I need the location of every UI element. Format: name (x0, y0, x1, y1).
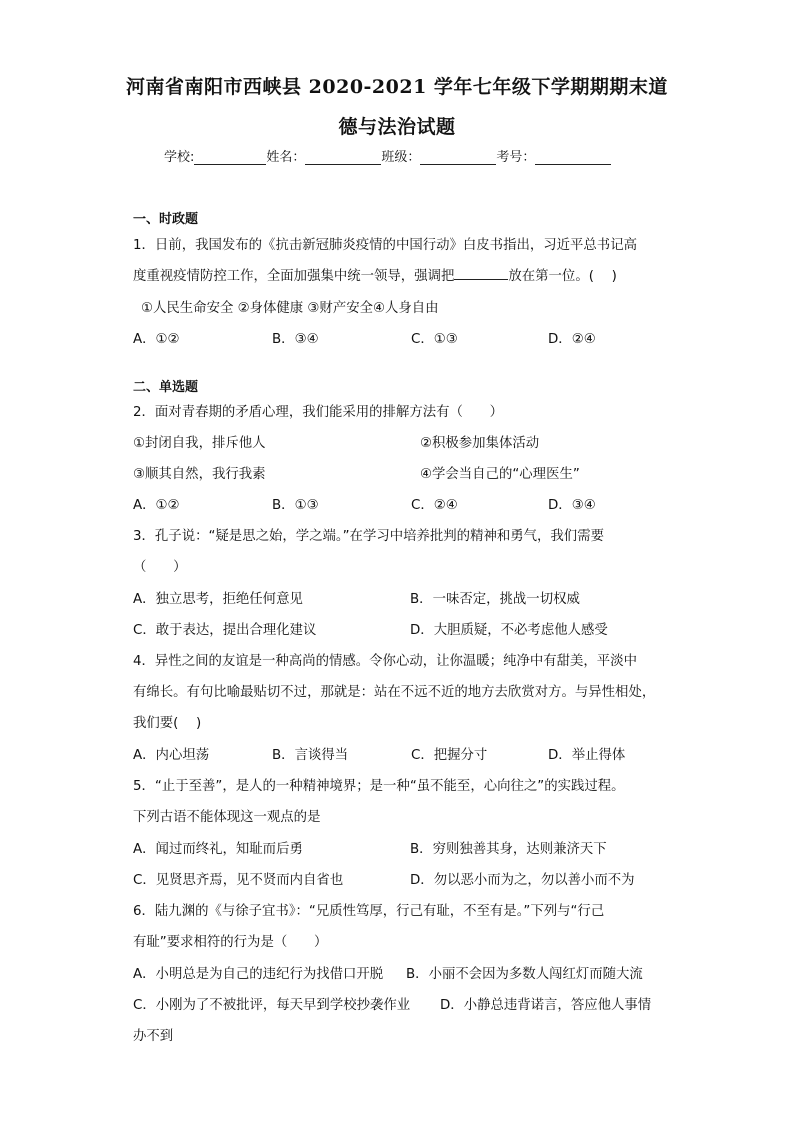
number-label: 考号： (496, 150, 536, 165)
q2-item1: ①封闭自我，排斥他人 (133, 436, 266, 451)
class-label: 班级： (381, 150, 421, 165)
exam-title-line1: 河南省南阳市西峡县 2020-2021 学年七年级下学期期期末道 (126, 76, 668, 98)
q4-option-b[interactable]: B．言谈得当 (272, 748, 349, 763)
q5-stem-line1: 5．“止于至善”，是人的一种精神境界；是一种“虽不能至，心向往之”的实践过程。 (133, 779, 625, 794)
q4-stem-line3: 我们要( ) (133, 716, 202, 731)
q4-option-c[interactable]: C．把握分寸 (411, 748, 488, 763)
q1-stem-line2-post: 放在第一位。( ) (508, 269, 617, 284)
student-info-row (164, 146, 611, 165)
q3-option-a[interactable]: A．独立思考，拒绝任何意见 (133, 592, 303, 607)
school-blank[interactable] (194, 150, 266, 165)
section-heading-current-affairs: 一、时政题 (133, 212, 199, 227)
class-blank[interactable] (420, 150, 496, 165)
q1-option-a[interactable]: A．①② (133, 332, 180, 347)
name-blank[interactable] (305, 150, 381, 165)
q2-item2: ②积极参加集体活动 (420, 436, 540, 451)
q1-items: ①人民生命安全 ②身体健康 ③财产安全④人身自由 (141, 301, 439, 316)
q3-stem-line1: 3．孔子说：“疑是思之始，学之端。”在学习中培养批判的精神和勇气，我们需要 (133, 529, 604, 544)
q5-stem-line2: 下列古语不能体现这一观点的是 (133, 810, 321, 825)
q4-option-a[interactable]: A．内心坦荡 (133, 748, 210, 763)
q3-option-b[interactable]: B．一味否定，挑战一切权威 (410, 592, 580, 607)
q3-option-d[interactable]: D．大胆质疑，不必考虑他人感受 (410, 623, 608, 638)
q6-option-d[interactable]: D．小静总违背诺言，答应他人事情 (440, 998, 652, 1013)
q6-stem-line2: 有耻”要求相符的行为是（ ） (133, 935, 328, 950)
q2-option-d[interactable]: D．③④ (548, 498, 596, 513)
q4-stem-line1: 4．异性之间的友谊是一种高尚的情感。令你心动，让你温暖；纯净中有甜美，平淡中 (133, 654, 637, 669)
q5-option-b[interactable]: B．穷则独善其身，达则兼济天下 (410, 842, 607, 857)
q5-option-c[interactable]: C．见贤思齐焉，见不贤而内自省也 (133, 873, 344, 888)
q2-option-a[interactable]: A．①② (133, 498, 180, 513)
q1-stem-line1: 1．日前，我国发布的《抗击新冠肺炎疫情的中国行动》白皮书指出，习近平总书记高 (133, 238, 637, 253)
q3-option-c[interactable]: C．敢于表达，提出合理化建议 (133, 623, 317, 638)
q3-stem-line2: （ ） (133, 560, 187, 575)
q2-item4: ④学会当自己的“心理医生” (420, 467, 580, 482)
q2-option-b[interactable]: B．①③ (272, 498, 319, 513)
q2-stem: 2．面对青春期的矛盾心理，我们能采用的排解方法有（ ） (133, 405, 504, 420)
exam-title-line2: 德与法治试题 (338, 116, 456, 138)
q5-option-a[interactable]: A．闻过而终礼，知耻而后勇 (133, 842, 303, 857)
q4-stem-line2: 有绵长。有句比喻最贴切不过，那就是：站在不远不近的地方去欣赏对方。与异性相处， (133, 685, 656, 700)
q4-option-d[interactable]: D．举止得体 (548, 748, 626, 763)
q2-option-c[interactable]: C．②④ (411, 498, 458, 513)
school-label: 学校: (164, 150, 195, 165)
q6-option-d-continuation: 办不到 (133, 1029, 174, 1044)
q1-option-d[interactable]: D．②④ (548, 332, 596, 347)
q6-stem-line1: 6．陆九渊的《与徐子宜书》：“兄质性笃厚，行己有耻，不至有是。”下列与“行己 (133, 904, 605, 919)
number-blank[interactable] (535, 150, 611, 165)
q1-stem-line2 (133, 265, 617, 284)
q6-option-a[interactable]: A．小明总是为自己的违纪行为找借口开脱 (133, 967, 384, 982)
q2-item3: ③顺其自然，我行我素 (133, 467, 266, 482)
q1-option-c[interactable]: C．①③ (411, 332, 458, 347)
q6-option-b[interactable]: B．小丽不会因为多数人闯红灯而随大流 (406, 967, 643, 982)
q1-stem-line2-pre: 度重视疫情防控工作，全面加强集中统一领导，强调把 (133, 269, 455, 284)
q1-option-b[interactable]: B．③④ (272, 332, 319, 347)
section-heading-single-choice: 二、单选题 (133, 380, 199, 395)
name-label: 姓名： (266, 150, 306, 165)
q5-option-d[interactable]: D．勿以恶小而为之，勿以善小而不为 (410, 873, 635, 888)
q1-fill-blank (454, 266, 508, 280)
q6-option-c[interactable]: C．小刚为了不被批评，每天早到学校抄袭作业 (133, 998, 411, 1013)
